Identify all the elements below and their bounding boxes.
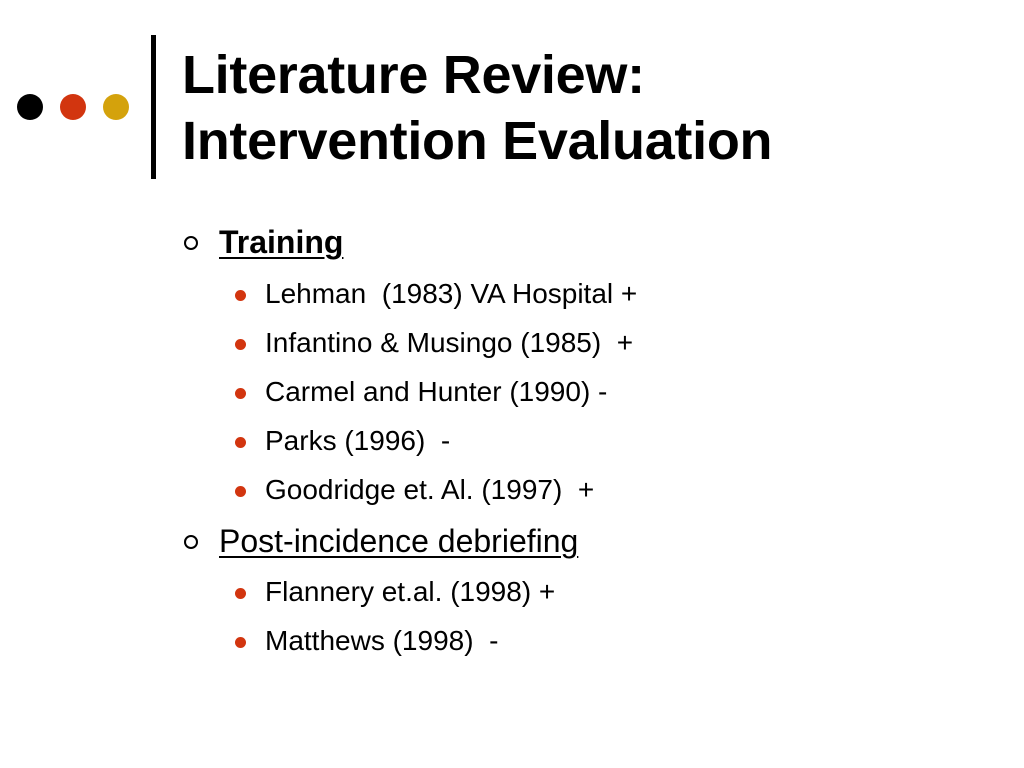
section-heading-post-incidence-debriefing (184, 521, 578, 561)
red-dot-icon (235, 486, 246, 497)
red-dot-icon (235, 339, 246, 350)
red-dot-icon (235, 290, 246, 301)
list-item-text: Matthews (1998) - (265, 625, 499, 656)
section-heading-label: Training (219, 223, 344, 260)
slide-title-line-2: Intervention Evaluation (182, 111, 773, 171)
section-heading-label: Post-incidence debriefing (219, 522, 579, 559)
list-item-text: Flannery et.al. (1998) + (265, 576, 556, 607)
list-item (235, 623, 498, 659)
red-dot-icon (235, 388, 246, 399)
title-divider (151, 35, 156, 179)
list-item (235, 374, 607, 410)
list-item-text: Carmel and Hunter (1990) - (265, 376, 608, 407)
list-item-text: Parks (1996) - (265, 425, 451, 456)
list-item (235, 574, 555, 610)
list-item (235, 325, 633, 361)
list-item (235, 472, 594, 508)
list-item-text: Goodridge et. Al. (1997) + (265, 474, 595, 505)
gold-dot-icon (103, 94, 129, 120)
list-item-text: Infantino & Musingo (1985) + (265, 327, 634, 358)
list-item (235, 423, 450, 459)
red-dot-icon (60, 94, 86, 120)
red-dot-icon (235, 437, 246, 448)
bullet-list (184, 0, 984, 768)
slide-title-line-1: Literature Review: (182, 45, 645, 105)
red-dot-icon (235, 588, 246, 599)
hollow-circle-icon (184, 535, 198, 549)
list-item (235, 276, 637, 312)
red-dot-icon (235, 637, 246, 648)
hollow-circle-icon (184, 236, 198, 250)
black-dot-icon (17, 94, 43, 120)
list-item-text: Lehman (1983) VA Hospital + (265, 278, 638, 309)
section-heading-training (184, 222, 343, 262)
